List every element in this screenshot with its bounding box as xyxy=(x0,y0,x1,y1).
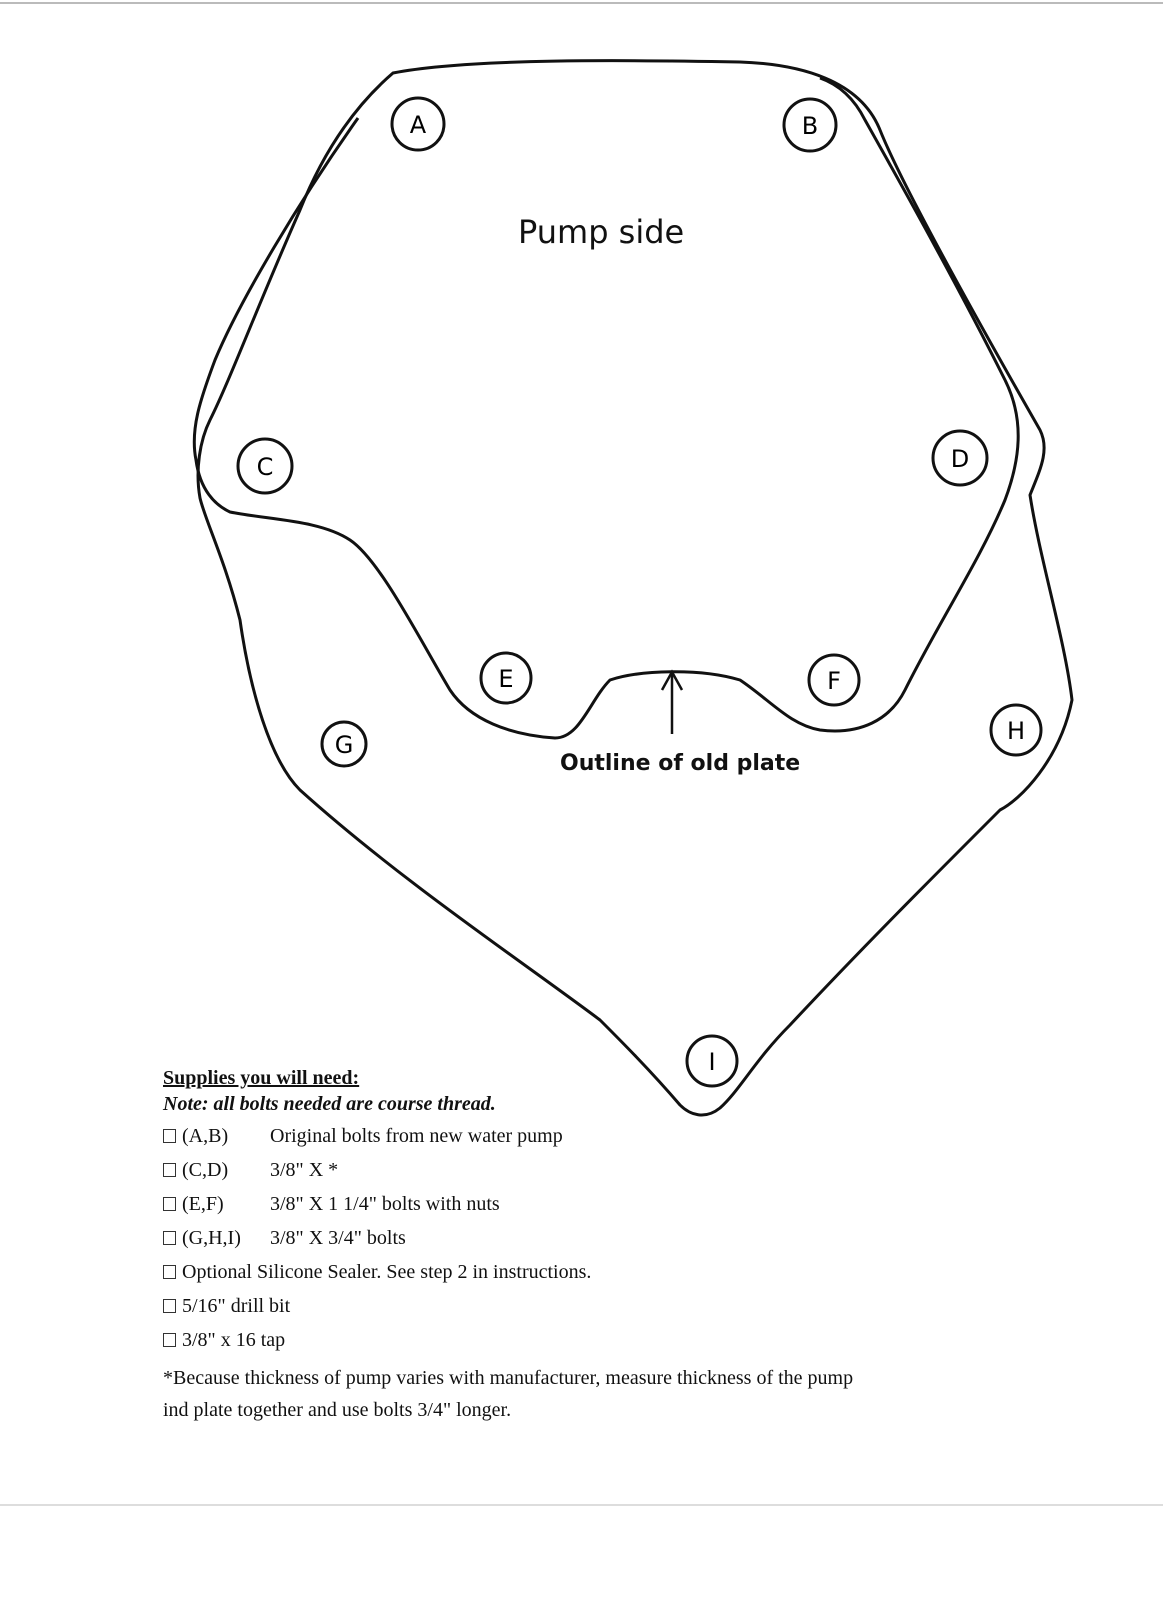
hole-label: F xyxy=(827,667,841,695)
checkbox-icon xyxy=(163,1129,176,1143)
hole-A xyxy=(392,98,444,150)
list-item xyxy=(163,1192,1063,1216)
hole-E xyxy=(481,653,531,703)
item-desc: 3/8" X 1 1/4" bolts with nuts xyxy=(270,1193,500,1215)
hole-label: I xyxy=(708,1048,716,1076)
item-desc: 5/16" drill bit xyxy=(182,1295,291,1317)
list-item xyxy=(163,1260,1063,1284)
footnote-line-2: ind plate together and use bolts 3/4" longer. xyxy=(163,1399,512,1421)
item-desc: 3/8" x 16 tap xyxy=(182,1329,286,1351)
hole-label: E xyxy=(498,665,514,693)
item-desc: 3/8" X 3/4" bolts xyxy=(270,1227,406,1249)
checkbox-icon xyxy=(163,1197,176,1211)
old-plate-outline xyxy=(194,78,1018,738)
hole-H xyxy=(991,705,1041,755)
supplies-title: Supplies you will need: xyxy=(163,1067,360,1089)
hole-label: G xyxy=(334,731,354,759)
item-desc: 3/8" X * xyxy=(270,1159,339,1181)
footnote xyxy=(163,1362,1063,1426)
hole-G xyxy=(322,722,366,766)
checkbox-icon xyxy=(163,1163,176,1177)
hole-label: H xyxy=(1006,717,1026,745)
hole-F xyxy=(809,655,859,705)
list-item xyxy=(163,1124,1063,1148)
item-label: (E,F) xyxy=(182,1193,224,1215)
hole-C xyxy=(238,439,292,493)
list-item xyxy=(163,1158,1063,1182)
supplies-list xyxy=(163,1066,1063,1426)
outline-label: Outline of old plate xyxy=(560,751,801,776)
item-desc: Optional Silicone Sealer. See step 2 in instructions. xyxy=(182,1261,592,1283)
hole-label: B xyxy=(801,112,819,140)
item-label: (G,H,I) xyxy=(182,1227,241,1249)
item-label: (A,B) xyxy=(182,1125,229,1147)
arrow-up-icon xyxy=(662,672,682,734)
checkbox-icon xyxy=(163,1299,176,1313)
item-label: (C,D) xyxy=(182,1159,229,1181)
pump-side-title: Pump side xyxy=(518,213,685,251)
footnote-line-1: *Because thickness of pump varies with manufacturer, measure thickness of the pump xyxy=(163,1367,854,1389)
hole-B xyxy=(784,99,836,151)
checkbox-icon xyxy=(163,1333,176,1347)
checkbox-icon xyxy=(163,1231,176,1245)
checkbox-icon xyxy=(163,1265,176,1279)
hole-label: D xyxy=(950,445,970,473)
hole-D xyxy=(933,431,987,485)
supplies-note: Note: all bolts needed are course thread. xyxy=(163,1093,496,1115)
item-desc: Original bolts from new water pump xyxy=(270,1125,563,1147)
list-item xyxy=(163,1328,1063,1352)
list-item xyxy=(163,1226,1063,1250)
hole-label: C xyxy=(256,453,274,481)
list-item xyxy=(163,1294,1063,1318)
hole-label: A xyxy=(409,111,427,139)
